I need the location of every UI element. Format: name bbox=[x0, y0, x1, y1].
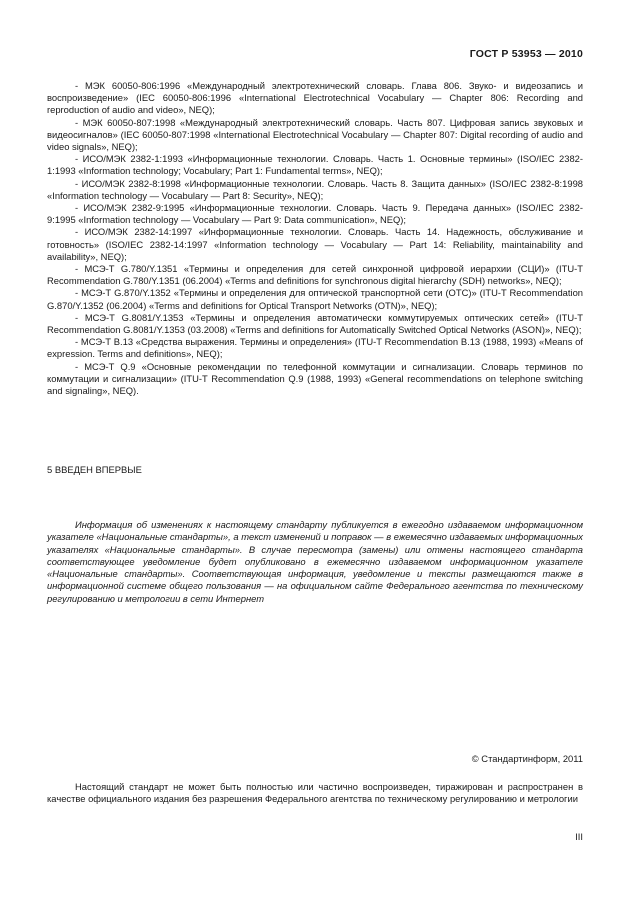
reference-item: - МСЭ-Т Q.9 «Основные рекомендации по телефонной коммутации и сигнализации. Словарь терминов по коммутации и сигнализации» (ITU-T Recommendation Q.9 (1988, 1993) «General recommendations on telephone switching and signaling», NEQ). bbox=[47, 360, 583, 397]
reference-item: - ИСО/МЭК 2382-9:1995 «Информационные технологии. Словарь. Часть 9. Передача данных» (ISO/IEC 2382-9:1995 «Information technology — Vocabulary — Part 9: Data communication», NEQ); bbox=[47, 202, 583, 226]
page-number: III bbox=[575, 831, 583, 842]
info-note: Информация об изменениях к настоящему стандарту публикуется в ежегодно издаваемом информационном указателе «Национальные стандарты», а текст изменений и поправок — в ежемесячно издаваемых информационных указателях «Национальные стандарты». В случае пересмотра (замены) или отмены настоящего стандарта соответствующее уведомление будет опубликовано в ежемесячно издаваемом информационном указателе «Национальные стандарты». Соответствующая информация, уведомление и тексты размещаются также в информационной системе общего пользования — на официальном сайте Федерального агентства по техническому регулированию и метрологии в сети Интернет bbox=[47, 519, 583, 604]
references-list bbox=[47, 80, 583, 397]
section-5-heading: 5 ВВЕДЕН ВПЕРВЫЕ bbox=[47, 464, 142, 475]
reproduction-notice: Настоящий стандарт не может быть полностью или частично воспроизведен, тиражирован и распространен в качестве официального издания без разрешения Федерального агентства по техническому регулированию и метрологии bbox=[47, 781, 583, 805]
reference-item: - МСЭ-Т G.870/Y.1352 «Термины и определения для оптической транспортной сети (OTC)» (ITU-T Recommendation G.870/Y.1352 (06.2004) «Terms and definitions for Optical Transport Networks (OTN)», NEQ); bbox=[47, 287, 583, 311]
reference-item: - МСЭ-Т G.780/Y.1351 «Термины и определения для сетей синхронной цифровой иерархии (СЦИ)» (ITU-T Recommendation G.780/Y.1351 (06.2004) «Terms and definitions for synchronous digital hierarchy (SDH) networks», NEQ); bbox=[47, 263, 583, 287]
reference-item: - ИСО/МЭК 2382-8:1998 «Информационные технологии. Словарь. Часть 8. Защита данных» (ISO/IEC 2382-8:1998 «Information technology — Vocabulary — Part 8: Security», NEQ); bbox=[47, 177, 583, 201]
reference-item: - МСЭ-Т B.13 «Средства выражения. Термины и определения» (ITU-T Recommendation B.13 (1988, 1993) «Means of expression. Terms and definitions», NEQ); bbox=[47, 336, 583, 360]
reference-item: - ИСО/МЭК 2382-1:1993 «Информационные технологии. Словарь. Часть 1. Основные термины» (ISO/IEC 2382-1:1993 «Information technology; Vocabulary; Part 1: Fundamental terms», NEQ); bbox=[47, 153, 583, 177]
standard-header: ГОСТ Р 53953 — 2010 bbox=[469, 48, 583, 60]
reference-item: - МСЭ-Т G.8081/Y.1353 «Термины и определения автоматически коммутируемых оптических сетей» (ITU-T Recommendation G.8081/Y.1353 (03.2008) «Terms and definitions for Automatically Switched Optical Networks (ASON)», NEQ); bbox=[47, 311, 583, 336]
reference-item: - МЭК 60050-806:1996 «Международный электротехнический словарь. Глава 806. Звуко- и видеозапись и воспроизведение» (IEC 60050-806:1996 «International Electrotechnical Vocabulary — Chapter 806: Recording and reproduction of audio and video», NEQ); bbox=[47, 80, 583, 116]
copyright-line: © Стандартинформ, 2011 bbox=[471, 753, 583, 764]
reference-item: - ИСО/МЭК 2382-14:1997 «Информационные технологии. Словарь. Часть 14. Надежность, обслуживание и готовность» (ISO/IEC 2382-14:1997 «Information technology — Vocabulary — Part 14: Reliability, maintainability and availability», NEQ); bbox=[47, 226, 583, 262]
reference-item: - МЭК 60050-807:1998 «Международный электротехнический словарь. Часть 807. Цифровая запись звуковых и видеосигналов» (IEC 60050-807:1998 «International Electrotechnical Vocabulary — Chapter 807: Digital recording of audio and video signals», NEQ); bbox=[47, 116, 583, 153]
